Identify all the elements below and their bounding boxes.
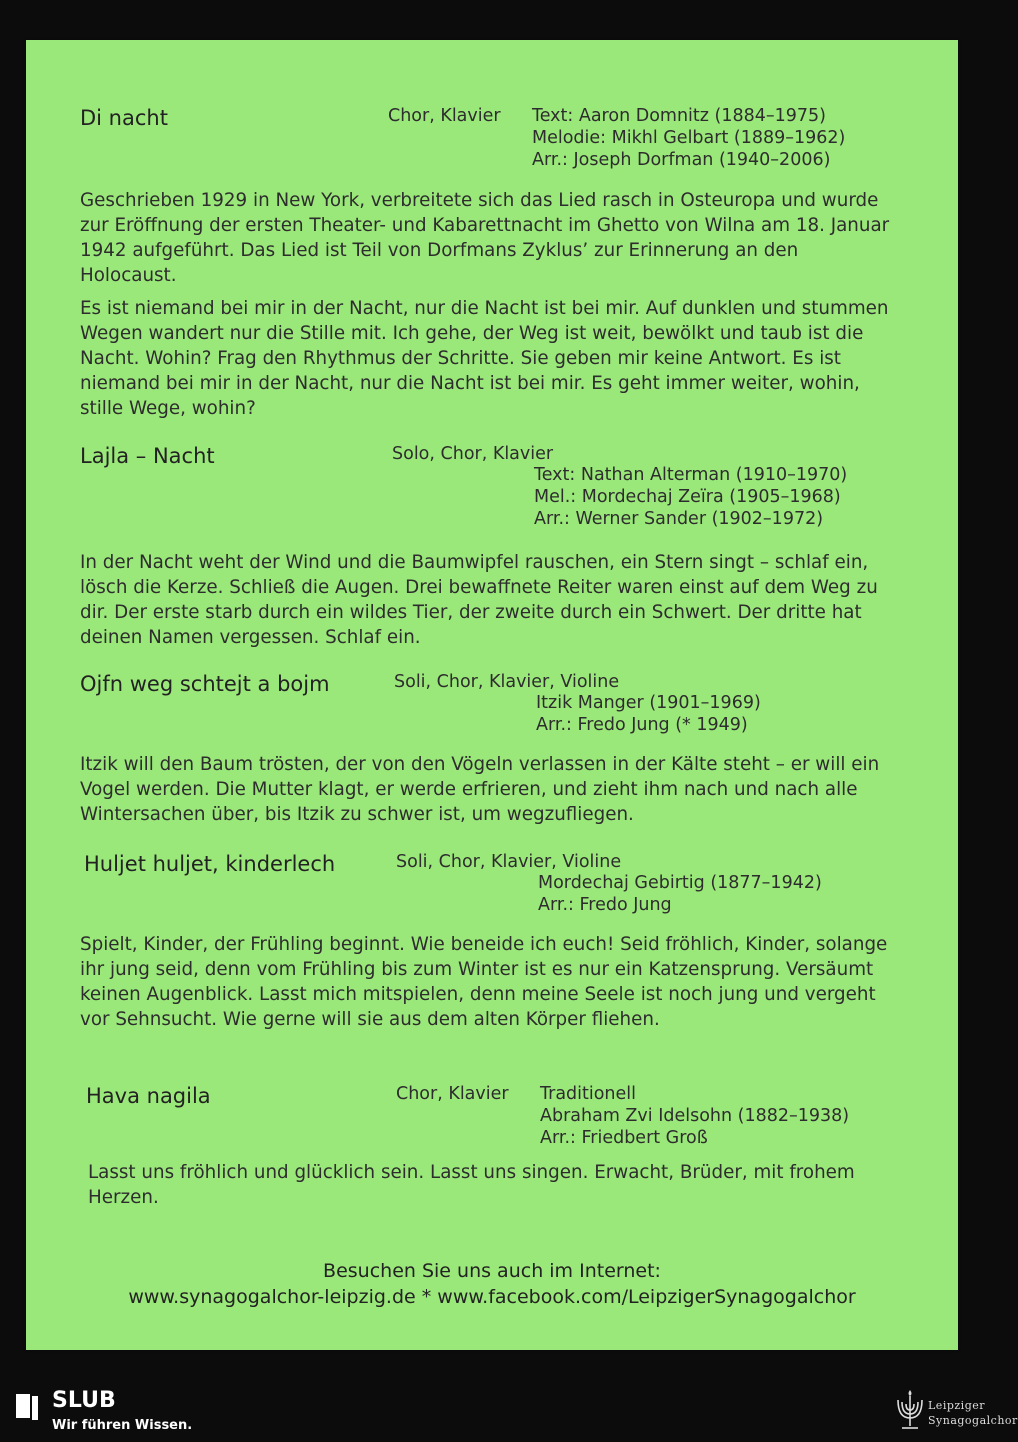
song-description: Geschrieben 1929 in New York, verbreitete sich das Lied rasch in Osteuropa und wurde zur Eröffnung der ersten Theater- und Kabarettnacht im Ghetto von Wilna am 18. Januar 1942 aufgeführt. Das Lied ist Teil von Dorfmans Zyklus’ zur Erinnerung an den Holocaust.	[80, 190, 890, 286]
menorah-icon	[892, 1390, 928, 1432]
credit-line: Arr.: Fredo Jung	[538, 895, 672, 915]
song-voices: Soli, Chor, Klavier, Violine	[394, 672, 620, 692]
song-title: Di nacht	[80, 106, 168, 130]
song-credits	[538, 872, 822, 916]
song-title: Lajla – Nacht	[80, 444, 215, 468]
song-voices: Soli, Chor, Klavier, Violine	[396, 852, 622, 872]
slub-book-icon	[16, 1394, 38, 1422]
song-lyrics-summary: Spielt, Kinder, der Frühling beginnt. Wie beneide ich euch! Seid fröhlich, Kinder, solange ihr jung seid, denn vom Frühling bis zum Winter ist es nur ein Katzensprung. Versäumt keinen Augenblick. Lasst mich mitspielen, denn meine Seele ist noch jung und vergeht vor Sehnsucht. Wie gerne will sie aus dem alten Körper fliehen.	[80, 934, 888, 1030]
slub-tagline: Wir führen Wissen.	[52, 1418, 193, 1433]
song-credits	[536, 692, 761, 736]
song-lajla-nacht	[80, 444, 918, 529]
song-lyrics-summary: In der Nacht weht der Wind und die Baumwipfel rauschen, ein Stern singt – schlaf ein, lösch die Kerze. Schließ die Augen. Drei bewaffnete Reiter waren einst auf dem Weg zu dir. Der erste starb durch ein wildes Tier, der zweite durch ein Schwert. Der dritte hat deinen Namen vergessen. Schlaf ein.	[80, 552, 878, 648]
song-di-nacht	[80, 106, 918, 176]
credit-line: Arr.: Werner Sander (1902–1972)	[534, 509, 824, 529]
song-lyrics-summary: Es ist niemand bei mir in der Nacht, nur die Nacht ist bei mir. Auf dunklen und stummen Wegen wandert nur die Stille mit. Ich gehe, der Weg ist weit, bewölkt und taub ist die Nacht. Wohin? Frag den Rhythmus der Schritte. Sie geben mir keine Antwort. Es ist niemand bei mir in der Nacht, nur die Nacht ist bei mir. Es geht immer weiter, wohin, stille Wege, wohin?	[80, 298, 889, 419]
website-footer	[26, 1258, 958, 1310]
credit-line: Mordechaj Gebirtig (1877–1942)	[538, 873, 822, 893]
song-huljet-huljet	[80, 852, 918, 915]
choir-logo-line: Synagogalchor	[928, 1414, 1018, 1427]
song-lyrics-summary: Lasst uns fröhlich und glücklich sein. Lasst uns singen. Erwacht, Brüder, mit frohem Herzen.	[88, 1162, 855, 1208]
credit-line: Traditionell	[540, 1084, 637, 1104]
song-voices: Chor, Klavier	[396, 1084, 509, 1104]
program-sheet	[26, 40, 958, 1350]
choir-logo-text	[928, 1398, 1018, 1428]
credit-line: Arr.: Joseph Dorfman (1940–2006)	[532, 150, 831, 170]
song-voices: Solo, Chor, Klavier	[392, 444, 554, 464]
credit-line: Text: Aaron Domnitz (1884–1975)	[532, 106, 826, 126]
song-credits	[540, 1083, 849, 1149]
credit-line: Arr.: Friedbert Groß	[540, 1128, 708, 1148]
song-title: Huljet huljet, kinderlech	[84, 852, 336, 876]
song-credits	[534, 464, 847, 530]
song-voices: Chor, Klavier	[388, 106, 501, 126]
choir-logo-line: Leipziger	[928, 1399, 985, 1412]
credit-line: Melodie: Mikhl Gelbart (1889–1962)	[532, 128, 846, 148]
song-title: Hava nagila	[86, 1084, 211, 1108]
song-credits	[532, 105, 845, 171]
song-lyrics-summary: Itzik will den Baum trösten, der von den Vögeln verlassen in der Kälte steht – er will ein Vogel werden. Die Mutter klagt, er werde erfrieren, und zieht ihm nach und nach alle Wintersachen über, bis Itzik zu schwer ist, um wegzufliegen.	[80, 754, 880, 825]
footer-invite: Besuchen Sie uns auch im Internet:	[323, 1260, 661, 1282]
footer-links: www.synagogalchor-leipzig.de * www.facebook.com/LeipzigerSynagogalchor	[128, 1286, 856, 1308]
credit-line: Arr.: Fredo Jung (* 1949)	[536, 715, 748, 735]
song-hava-nagila	[80, 1084, 918, 1154]
song-title: Ojfn weg schtejt a bojm	[80, 672, 330, 696]
credit-line: Itzik Manger (1901–1969)	[536, 693, 761, 713]
credit-line: Abraham Zvi Idelsohn (1882–1938)	[540, 1106, 850, 1126]
song-ojfn-weg	[80, 672, 918, 735]
credit-line: Mel.: Mordechaj Zeïra (1905–1968)	[534, 487, 841, 507]
branding-bar	[0, 1388, 1018, 1442]
slub-logo-text: SLUB	[52, 1388, 116, 1413]
credit-line: Text: Nathan Alterman (1910–1970)	[534, 465, 848, 485]
